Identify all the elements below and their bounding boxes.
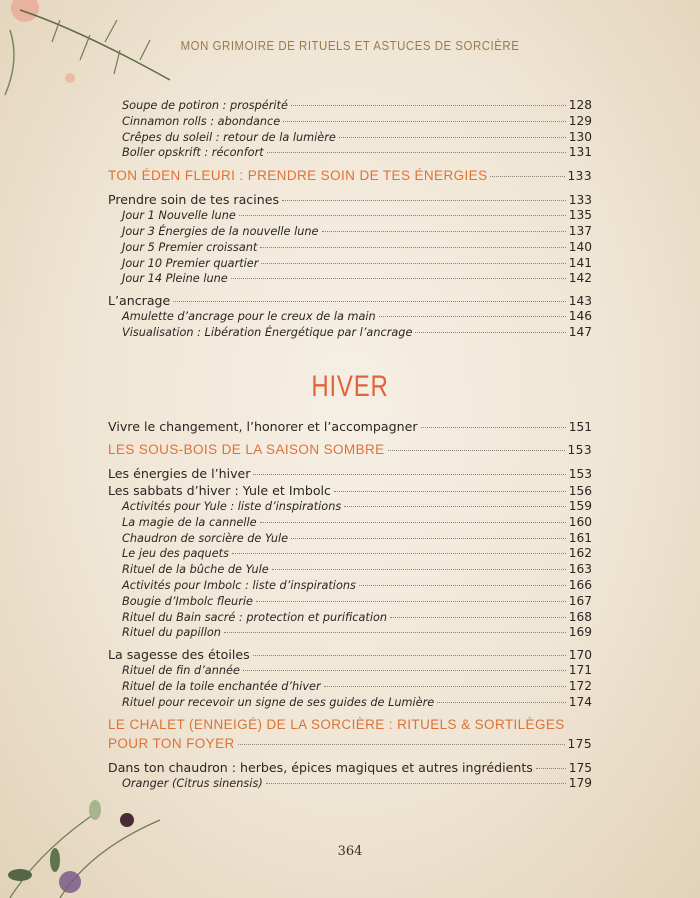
entry-title: Amulette d’ancrage pour le creux de la main [122, 310, 376, 324]
entry-title: Bougie d’Imbolc fleurie [122, 594, 253, 608]
toc-subentry[interactable] [108, 562, 592, 578]
toc-subentry[interactable] [108, 531, 592, 547]
dot-leader [260, 247, 565, 248]
entry-page-number: 133 [568, 193, 592, 208]
dot-leader [266, 783, 566, 784]
entry-title: Dans ton chaudron : herbes, épices magiques et autres ingrédients [108, 759, 533, 775]
dot-leader [291, 105, 566, 106]
entry-page-number: 171 [568, 663, 592, 678]
dot-leader [253, 655, 566, 656]
toc-subentry[interactable] [108, 663, 592, 679]
dot-leader [344, 506, 565, 507]
dot-leader [231, 278, 566, 279]
page-number: 364 [337, 844, 363, 859]
toc-group [108, 465, 592, 641]
toc-group [108, 191, 592, 287]
dot-leader [267, 152, 566, 153]
toc-section-heading[interactable] [108, 166, 592, 186]
toc-subentry[interactable] [108, 625, 592, 641]
dot-leader [173, 301, 565, 302]
dot-leader [437, 702, 566, 703]
table-of-contents-autumn [108, 98, 592, 341]
dot-leader [324, 686, 566, 687]
entry-page-number: 161 [568, 530, 592, 545]
toc-entry[interactable] [108, 646, 592, 663]
dot-leader [238, 744, 565, 745]
toc-subentry[interactable] [108, 114, 592, 130]
dot-leader [261, 263, 565, 264]
toc-subentry[interactable] [108, 776, 592, 792]
entry-title: L’ancrage [108, 293, 171, 309]
toc-subentry[interactable] [108, 240, 592, 256]
entry-page-number: 159 [568, 499, 592, 513]
entry-page-number: 170 [568, 648, 592, 663]
entry-title: Crêpes du soleil : retour de la lumière [122, 130, 336, 144]
entry-page-number: 174 [568, 694, 592, 709]
entry-page-number: 143 [568, 294, 592, 309]
toc-group [108, 166, 592, 186]
entry-page-number: 168 [568, 609, 592, 624]
entry-title: LES SOUS-BOIS DE LA SAISON SOMBRE [108, 442, 385, 457]
dot-leader [490, 176, 564, 177]
entry-page-number: 140 [568, 239, 592, 254]
dot-leader [291, 538, 566, 539]
entry-page-number: 175 [567, 736, 592, 751]
entry-page-number: 153 [568, 467, 592, 481]
dot-leader [283, 121, 566, 122]
toc-subentry[interactable] [108, 578, 592, 594]
entry-title: Rituel de fin d’année [122, 664, 240, 678]
entry-title: Rituel pour recevoir un signe de ses guides de Lumière [122, 695, 435, 709]
dot-leader [421, 427, 566, 428]
dot-leader [334, 491, 566, 492]
toc-subentry[interactable] [108, 309, 592, 325]
dot-leader [272, 569, 566, 570]
toc-subentry[interactable] [108, 145, 592, 161]
table-of-contents-winter [108, 418, 592, 791]
toc-entry[interactable] [108, 418, 592, 435]
dot-leader [260, 522, 566, 523]
dot-leader [232, 553, 566, 554]
toc-subentry[interactable] [108, 610, 592, 626]
entry-page-number: 167 [568, 593, 592, 608]
entry-page-number: 175 [568, 760, 592, 775]
entry-title: Vivre le changement, l’honorer et l’accompagner [108, 419, 418, 434]
toc-section-heading[interactable] [108, 734, 592, 754]
toc-subentry[interactable] [108, 256, 592, 272]
entry-page-number: 130 [568, 129, 592, 144]
entry-page-number: 166 [568, 577, 592, 592]
entry-title: TON ÉDEN FLEURI : PRENDRE SOIN DE TES ÉNERGIES [108, 168, 488, 184]
dot-leader [359, 585, 566, 586]
dot-leader [536, 768, 566, 769]
entry-page-number: 135 [568, 208, 592, 223]
toc-entry[interactable] [108, 759, 592, 776]
toc-entry[interactable] [108, 292, 592, 309]
entry-title: Jour 5 Premier croissant [122, 240, 258, 254]
entry-title: Rituel du papillon [122, 626, 221, 640]
toc-group [108, 98, 592, 161]
entry-title: Activités pour Imbolc : liste d’inspirations [122, 578, 356, 592]
entry-page-number: 172 [568, 678, 592, 693]
dot-leader [415, 332, 565, 333]
entry-title: Les énergies de l’hiver [108, 466, 251, 481]
toc-group [108, 716, 592, 754]
entry-title: Soupe de potiron : prospérité [122, 99, 288, 112]
entry-page-number: 160 [568, 514, 592, 529]
dot-leader [224, 632, 566, 633]
entry-page-number: 131 [568, 145, 592, 160]
toc-subentry[interactable] [108, 515, 592, 531]
toc-subentry[interactable] [108, 98, 592, 114]
entry-page-number: 179 [568, 775, 592, 790]
toc-group [108, 646, 592, 710]
section-heading-line: LE CHALET (ENNEIGÉ) DE LA SORCIÈRE : RITUELS & SORTILÈGES [108, 716, 565, 732]
entry-title: Jour 14 Pleine lune [122, 272, 228, 286]
entry-title: Activités pour Yule : liste d’inspirations [122, 500, 342, 513]
toc-subentry[interactable] [108, 546, 592, 562]
dot-leader [388, 450, 565, 451]
toc-subentry[interactable] [108, 130, 592, 146]
toc-subentry[interactable] [108, 271, 592, 287]
entry-title: Oranger (Citrus sinensis) [122, 776, 263, 790]
entry-page-number: 137 [568, 223, 592, 238]
entry-page-number: 169 [568, 625, 592, 640]
toc-subentry[interactable] [108, 695, 592, 711]
toc-subentry[interactable] [108, 594, 592, 610]
toc-entry[interactable] [108, 482, 592, 499]
entry-page-number: 162 [568, 546, 592, 561]
dot-leader [282, 200, 566, 201]
entry-title: La magie de la cannelle [122, 515, 257, 529]
toc-group [108, 292, 592, 341]
dot-leader [379, 316, 566, 317]
dot-leader [322, 231, 566, 232]
entry-page-number: 146 [568, 309, 592, 324]
toc-subentry[interactable] [108, 499, 592, 515]
dot-leader [256, 601, 566, 602]
entry-title: Jour 1 Nouvelle lune [122, 209, 236, 223]
entry-page-number: 128 [568, 98, 592, 112]
toc-subentry[interactable] [108, 224, 592, 240]
entry-title: Jour 10 Premier quartier [122, 256, 259, 270]
entry-page-number: 153 [567, 443, 592, 457]
entry-page-number: 129 [568, 113, 592, 128]
season-title: HIVER [311, 370, 389, 403]
toc-entry[interactable] [108, 191, 592, 208]
entry-title: La sagesse des étoiles [108, 647, 250, 663]
dot-leader [239, 215, 566, 216]
entry-title: Boller opskrift : réconfort [122, 146, 264, 160]
entry-page-number: 163 [568, 562, 592, 577]
entry-page-number: 147 [568, 324, 592, 339]
dot-leader [339, 137, 566, 138]
toc-group [108, 759, 592, 792]
entry-title: Jour 3 Énergies de la nouvelle lune [122, 224, 319, 238]
entry-title: POUR TON FOYER [108, 735, 235, 751]
toc-subentry[interactable] [108, 325, 592, 341]
entry-title: Visualisation : Libération Énergétique par l’ancrage [122, 325, 413, 339]
dot-leader [253, 474, 565, 475]
dot-leader [243, 670, 566, 671]
entry-page-number: 133 [567, 169, 592, 184]
entry-page-number: 151 [568, 420, 592, 434]
toc-subentry[interactable] [108, 679, 592, 695]
toc-subentry[interactable] [108, 208, 592, 224]
entry-title: Chaudron de sorcière de Yule [122, 531, 289, 545]
entry-title: Rituel de la bûche de Yule [122, 563, 269, 577]
toc-group [108, 440, 592, 460]
entry-page-number: 156 [568, 484, 592, 498]
running-header: MON GRIMOIRE DE RITUELS ET ASTUCES DE SORCIÈRE [180, 38, 520, 53]
entry-page-number: 141 [568, 255, 592, 270]
entry-title: Les sabbats d’hiver : Yule et Imbolc [108, 483, 331, 498]
toc-group [108, 418, 592, 435]
dot-leader [390, 617, 566, 618]
entry-title: Cinnamon rolls : abondance [122, 114, 281, 128]
entry-title: Rituel de la toile enchantée d’hiver [122, 679, 321, 693]
entry-title: Rituel du Bain sacré : protection et purification [122, 610, 388, 624]
entry-title: Prendre soin de tes racines [108, 192, 280, 208]
toc-section-heading[interactable] [108, 440, 592, 460]
entry-page-number: 142 [568, 271, 592, 286]
entry-title: Le jeu des paquets [122, 547, 229, 561]
toc-entry[interactable] [108, 465, 592, 482]
